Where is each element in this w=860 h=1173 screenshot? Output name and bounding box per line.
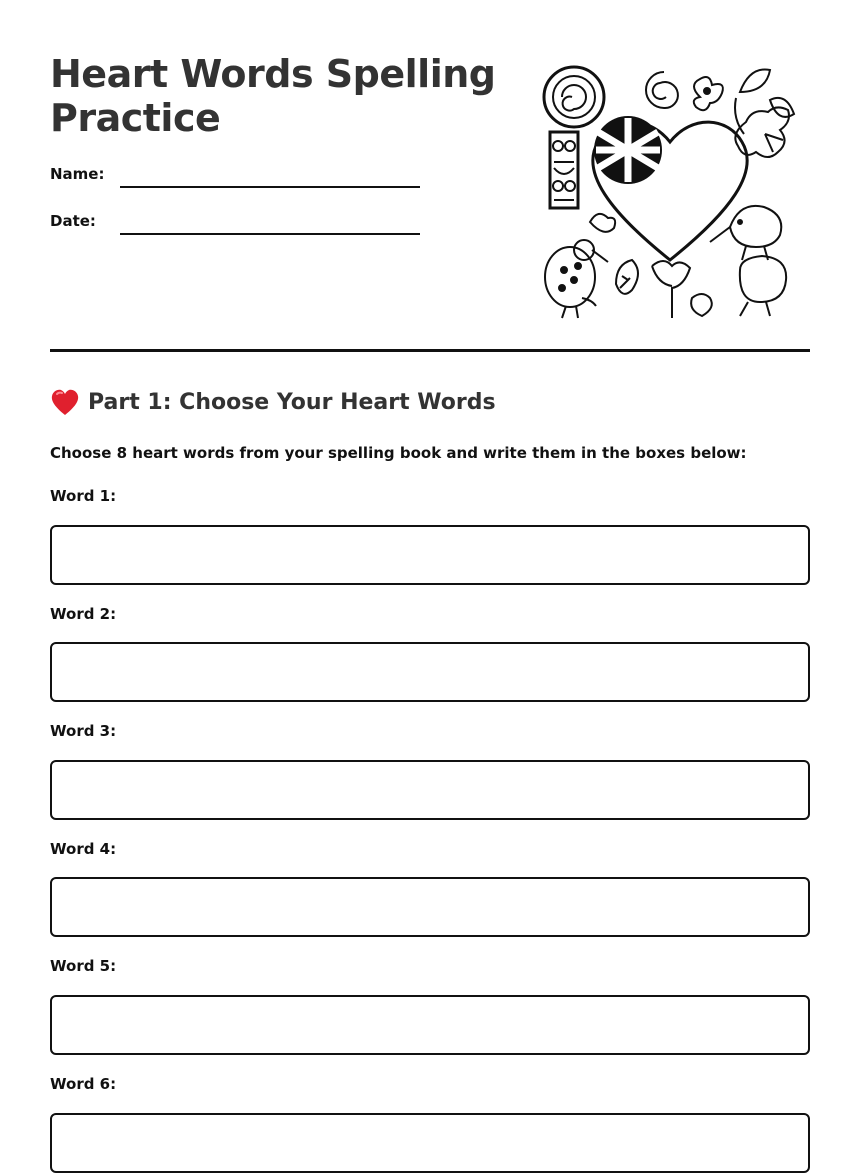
small-spiral-icon — [646, 72, 678, 108]
word-label: Word 3: — [50, 722, 117, 740]
section-divider — [50, 349, 810, 352]
word-5-input[interactable] — [50, 995, 810, 1055]
name-label: Name: — [50, 165, 105, 183]
part-1-heading-text: Part 1: Choose Your Heart Words — [88, 389, 496, 415]
word-4-input[interactable] — [50, 877, 810, 937]
date-label: Date: — [50, 212, 96, 230]
word-6-input[interactable] — [50, 1113, 810, 1173]
kiwi-bird-icon — [545, 214, 615, 318]
small-flower-icon — [694, 77, 723, 110]
word-3-input[interactable] — [50, 760, 810, 820]
kiwi-bird-icon-right — [710, 206, 786, 316]
heart-emoji-icon — [50, 388, 80, 416]
leaf-icon — [616, 260, 712, 318]
part-1-instructions: Choose 8 heart words from your spelling book and write them in the boxes below: — [50, 444, 747, 462]
word-2-input[interactable] — [50, 642, 810, 702]
word-label: Word 5: — [50, 957, 117, 975]
name-field[interactable] — [120, 186, 420, 188]
heart-koru-illustration — [540, 62, 800, 322]
carved-panel-icon — [550, 132, 578, 208]
word-1-input[interactable] — [50, 525, 810, 585]
part-1-heading — [50, 388, 496, 416]
word-label: Word 2: — [50, 605, 117, 623]
date-field[interactable] — [120, 233, 420, 235]
word-label: Word 6: — [50, 1075, 117, 1093]
word-label: Word 1: — [50, 487, 117, 505]
word-label: Word 4: — [50, 840, 117, 858]
worksheet-title: Heart Words Spelling Practice — [50, 52, 496, 140]
koru-spiral-icon — [544, 67, 604, 127]
flag-mark-icon — [594, 116, 662, 184]
